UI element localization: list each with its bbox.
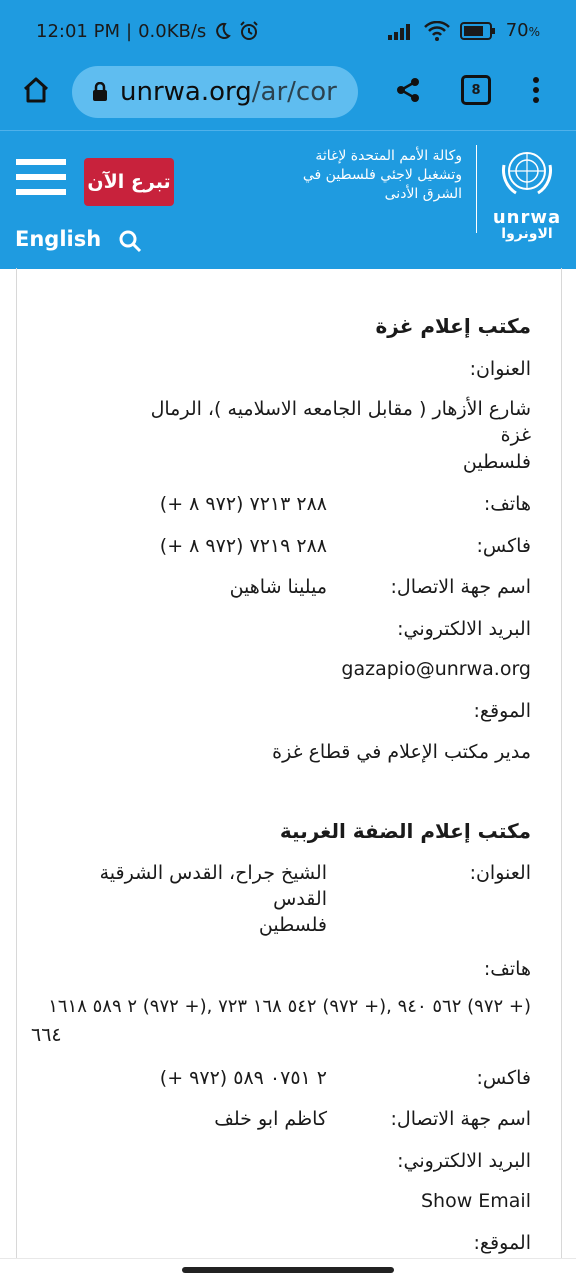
westbank-address-line2: القدس xyxy=(273,888,327,910)
home-gesture-handle[interactable] xyxy=(182,1267,394,1273)
logo-text-ar: الاونروا xyxy=(501,226,553,242)
gaza-position: مدير مكتب الإعلام في قطاع غزة xyxy=(272,741,531,763)
moon-icon xyxy=(212,21,232,41)
status-bar xyxy=(0,0,576,64)
share-icon xyxy=(394,76,422,104)
gaza-address-label: العنوان: xyxy=(469,358,531,380)
gaza-email-label: البريد الالكتروني: xyxy=(397,618,531,640)
lock-icon xyxy=(92,82,108,102)
status-time: 12:01 PM xyxy=(36,20,120,42)
agency-name: وكالة الأمم المتحدة لإغاثة وتشغيل لاجئي فلسطين في الشرق الأدنى xyxy=(302,148,462,202)
westbank-office-title: مكتب إعلام الضفة الغربية xyxy=(279,819,531,843)
gaza-position-label: الموقع: xyxy=(473,700,531,722)
gaza-email-link[interactable]: gazapio@unrwa.org xyxy=(341,658,531,680)
menu-button[interactable] xyxy=(514,68,558,112)
site-header xyxy=(0,130,576,269)
contact-card xyxy=(16,268,562,1258)
more-vert-icon xyxy=(532,76,540,104)
westbank-phone-label: هاتف: xyxy=(483,958,531,980)
battery-icon xyxy=(460,22,496,40)
alarm-icon xyxy=(238,20,260,42)
logo-text-en: unrwa xyxy=(492,207,562,228)
gaza-fax: (+ ٩٧٢ ٨) ٢٨٨ ٧٢١٩ xyxy=(159,535,327,557)
home-button[interactable] xyxy=(14,68,58,112)
westbank-phone-line2: ٦٦٤ xyxy=(31,1024,62,1046)
page-content xyxy=(0,268,576,1258)
status-right xyxy=(388,20,540,41)
gaza-address-line2: غزة xyxy=(500,424,531,446)
gaza-address-line3: فلسطين xyxy=(462,451,531,473)
gesture-nav-bar xyxy=(0,1258,576,1281)
tab-count: 8 xyxy=(461,75,491,105)
westbank-fax-label: فاكس: xyxy=(476,1067,531,1089)
westbank-email-label: البريد الالكتروني: xyxy=(397,1150,531,1172)
westbank-fax: (+ ٩٧٢) ٢ ٠٧٥١ ٥٨٩ xyxy=(159,1067,327,1089)
status-net-speed: 0.0KB/s xyxy=(138,20,207,42)
hamburger-menu-icon[interactable] xyxy=(16,159,66,204)
english-link[interactable]: English xyxy=(15,227,102,251)
gaza-phone-label: هاتف: xyxy=(483,493,531,515)
url-text: unrwa.org/ar/cor xyxy=(120,77,337,107)
westbank-address-line3: فلسطين xyxy=(258,914,327,936)
donate-button[interactable]: تبرع الآن xyxy=(84,158,174,206)
tabs-button[interactable] xyxy=(454,68,498,112)
show-email-link[interactable]: Show Email xyxy=(420,1190,531,1212)
un-emblem-icon xyxy=(496,145,558,199)
browser-toolbar xyxy=(0,64,576,130)
battery-level: 70% xyxy=(505,20,540,41)
header-divider xyxy=(476,145,477,233)
url-field[interactable] xyxy=(72,66,358,118)
unrwa-logo[interactable] xyxy=(492,145,562,242)
status-left: 12:01 PM | 0.0KB/s xyxy=(36,20,260,42)
westbank-address-line1: الشيخ جراح، القدس الشرقية xyxy=(99,862,327,884)
gaza-fax-label: فاكس: xyxy=(476,535,531,557)
gaza-office-title: مكتب إعلام غزة xyxy=(375,314,531,338)
gaza-phone[interactable]: (+ ٩٧٢ ٨) ٢٨٨ ٧٢١٣ xyxy=(159,493,327,515)
home-icon xyxy=(21,75,51,105)
search-icon[interactable] xyxy=(118,229,142,253)
wifi-icon xyxy=(424,21,450,41)
westbank-position-label: الموقع: xyxy=(473,1232,531,1254)
westbank-contact: كاظم ابو خلف xyxy=(214,1108,327,1130)
gaza-contact-label: اسم جهة الاتصال: xyxy=(390,576,531,598)
westbank-contact-label: اسم جهة الاتصال: xyxy=(390,1108,531,1130)
westbank-address-label: العنوان: xyxy=(469,862,531,884)
gaza-address-line1: شارع الأزهار ( مقابل الجامعه الاسلاميه )، الرمال xyxy=(150,398,531,420)
signal-icon xyxy=(388,22,414,40)
share-button[interactable] xyxy=(386,68,430,112)
gaza-contact: ميلينا شاهين xyxy=(229,576,327,598)
westbank-phone-line1[interactable]: (+ ٩٧٢) ٥٦٢ ٩٤٠ ,(+ ٩٧٢) ٥٤٢ ١٦٨ ٧٢٣ ,(+ ٩٧٢) ٢ ٥٨٩ ١٦١٨ xyxy=(48,996,531,1017)
